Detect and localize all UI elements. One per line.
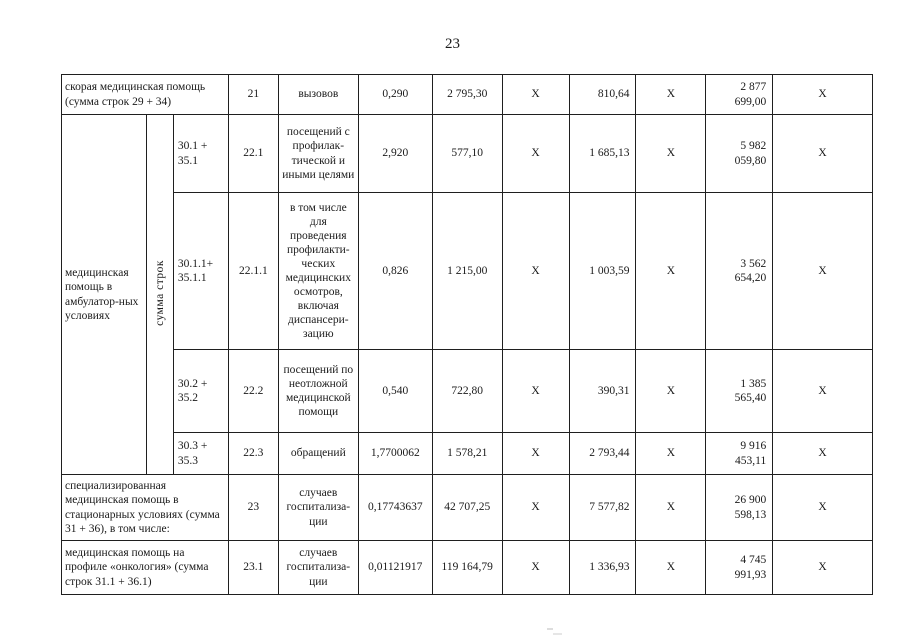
unit-cell: посещений с профилак-тической и иными целями [278,115,358,193]
x-mark-cell: X [636,193,706,350]
x-mark-cell: X [773,115,873,193]
line-number: 23.1 [228,541,278,595]
unit-cell: в том числе для проведения профилакти-ческих медицинских осмотров, включая диспансери-зацию [278,193,358,350]
total-cell: 3 562 654,20 [706,193,773,350]
norm-cell: 2,920 [358,115,432,193]
total-cell: 9 916 453,11 [706,433,773,475]
total-cell: 26 900 598,13 [706,475,773,541]
per-capita-cell: 2 793,44 [569,433,636,475]
norm-cell: 0,290 [358,75,432,115]
norm-cell: 0,01121917 [358,541,432,595]
line-number: 22.1 [228,115,278,193]
row-name-emergency: скорая медицинская помощь (сумма строк 29 + 34) [62,75,229,115]
x-mark-cell: X [502,541,569,595]
row-name-oncology: медицинская помощь на профиле «онкология» (сумма строк 31.1 + 36.1) [62,541,229,595]
x-mark-cell: X [773,350,873,433]
per-capita-cell: 1 685,13 [569,115,636,193]
sum-ref-cell: 30.3 + 35.3 [173,433,228,475]
x-mark-cell: X [773,193,873,350]
sum-ref-cell: 30.2 + 35.2 [173,350,228,433]
x-mark-cell: X [636,433,706,475]
line-number: 22.3 [228,433,278,475]
unit-cell: посещений по неотложной медицинской помощи [278,350,358,433]
x-mark-cell: X [636,350,706,433]
x-mark-cell: X [502,193,569,350]
outpatient-group-label: медицинская помощь в амбулатор-ных условиях [62,115,147,475]
cost-cell: 42 707,25 [432,475,502,541]
unit-cell: случаев госпитализа-ции [278,541,358,595]
per-capita-cell: 1 336,93 [569,541,636,595]
page-number: 23 [445,36,460,52]
cost-cell: 722,80 [432,350,502,433]
norm-cell: 0,826 [358,193,432,350]
unit-cell: обращений [278,433,358,475]
x-mark-cell: X [502,115,569,193]
cost-cell: 1 215,00 [432,193,502,350]
norm-cell: 1,7700062 [358,433,432,475]
x-mark-cell: X [502,350,569,433]
sum-ref-cell: 30.1.1+ 35.1.1 [173,193,228,350]
x-mark-cell: X [502,475,569,541]
unit-cell: вызовов [278,75,358,115]
x-mark-cell: X [773,541,873,595]
line-number: 22.1.1 [228,193,278,350]
cost-cell: 119 164,79 [432,541,502,595]
total-cell: 2 877 699,00 [706,75,773,115]
x-mark-cell: X [502,75,569,115]
total-cell: 5 982 059,80 [706,115,773,193]
x-mark-cell: X [636,541,706,595]
per-capita-cell: 390,31 [569,350,636,433]
x-mark-cell: X [773,433,873,475]
cost-cell: 1 578,21 [432,433,502,475]
total-cell: 1 385 565,40 [706,350,773,433]
cost-cell: 577,10 [432,115,502,193]
x-mark-cell: X [502,433,569,475]
x-mark-cell: X [636,115,706,193]
line-number: 23 [228,475,278,541]
sum-rows-text: сумма строк [153,259,166,326]
norm-cell: 0,540 [358,350,432,433]
norm-cell: 0,17743637 [358,475,432,541]
per-capita-cell: 7 577,82 [569,475,636,541]
per-capita-cell: 810,64 [569,75,636,115]
x-mark-cell: X [773,475,873,541]
row-name-specialized: специализированная медицинская помощь в стационарных условиях (сумма 31 + 36), в том числе: [62,475,229,541]
cost-cell: 2 795,30 [432,75,502,115]
x-mark-cell: X [636,475,706,541]
x-mark-cell: X [773,75,873,115]
line-number: 21 [228,75,278,115]
total-cell: 4 745 991,93 [706,541,773,595]
sum-ref-cell: 30.1 + 35.1 [173,115,228,193]
unit-cell: случаев госпитализа-ции [278,475,358,541]
x-mark-cell: X [636,75,706,115]
line-number: 22.2 [228,350,278,433]
per-capita-cell: 1 003,59 [569,193,636,350]
